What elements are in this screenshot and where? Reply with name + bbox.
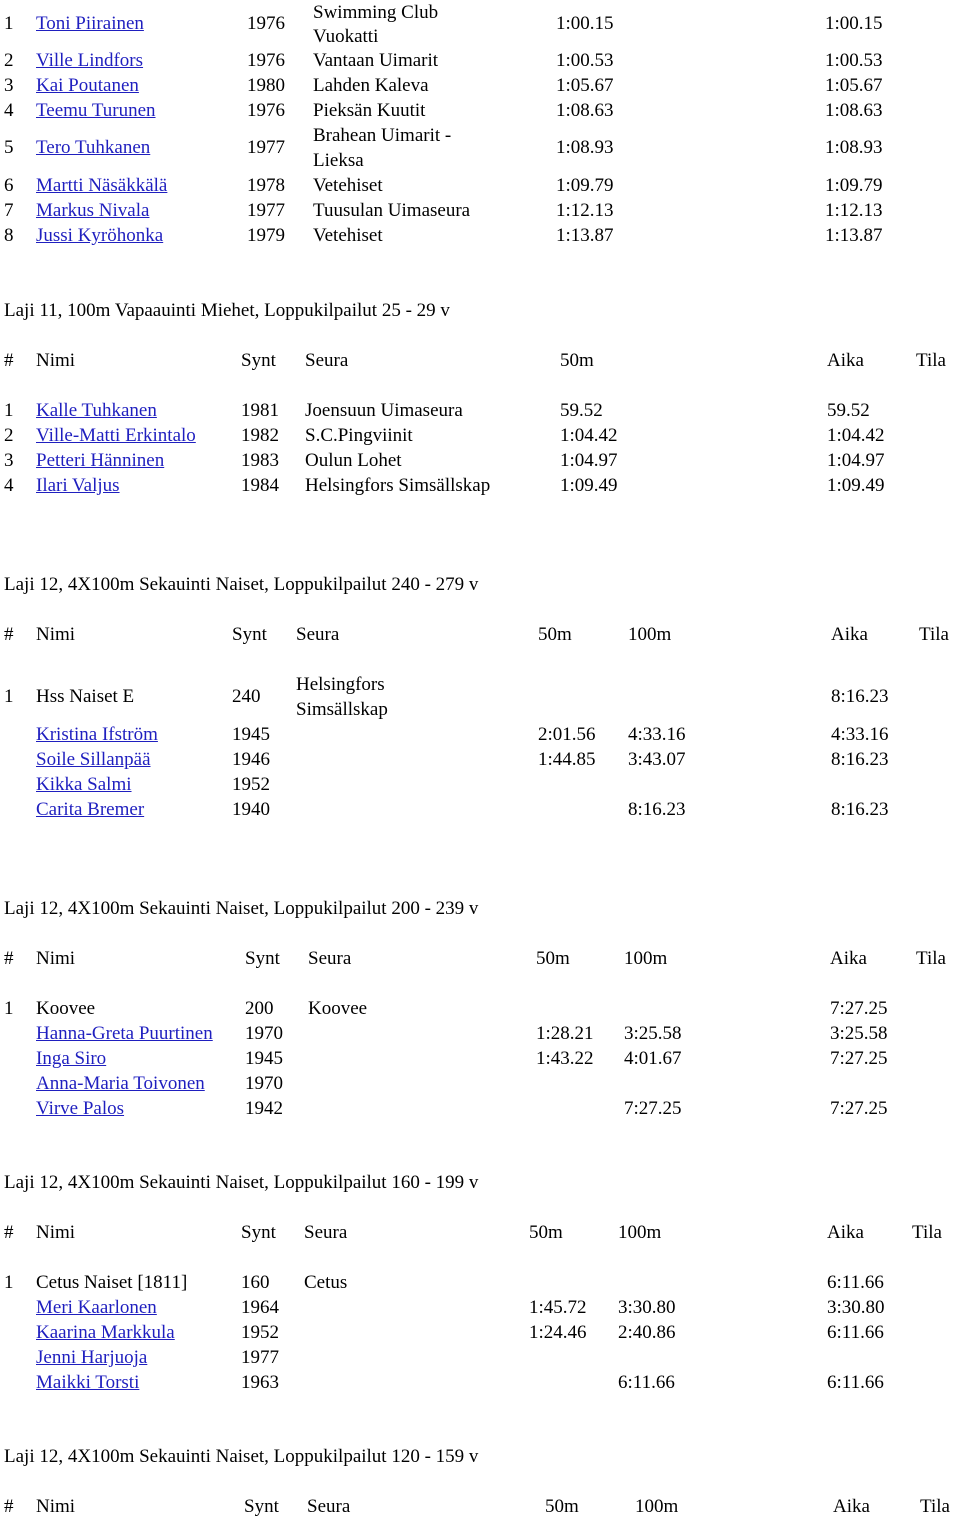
split-100m: 7:27.25 bbox=[624, 1098, 682, 1119]
swimmer-link[interactable]: Jenni Harjuoja bbox=[36, 1347, 148, 1368]
final-time: 1:08.93 bbox=[825, 137, 883, 158]
birth-year: 1952 bbox=[241, 1322, 279, 1343]
rank: 2 bbox=[4, 425, 14, 446]
team-name: Cetus Naiset [1811] bbox=[36, 1272, 188, 1293]
col-header-club: Seura bbox=[308, 948, 352, 969]
birth-year: 1970 bbox=[245, 1073, 283, 1094]
team-age-class: 160 bbox=[241, 1272, 270, 1293]
club: Lahden Kaleva bbox=[313, 75, 429, 96]
final-time: 1:00.15 bbox=[825, 13, 883, 34]
team-time: 8:16.23 bbox=[831, 686, 889, 707]
col-header-time: Aika bbox=[827, 350, 864, 371]
col-header-year: Synt bbox=[244, 1496, 279, 1517]
swimmer-link[interactable]: Markus Nivala bbox=[36, 200, 150, 221]
birth-year: 1978 bbox=[247, 175, 285, 196]
final-time: 8:16.23 bbox=[831, 749, 889, 770]
final-time: 6:11.66 bbox=[827, 1372, 884, 1393]
swimmer-link[interactable]: Meri Kaarlonen bbox=[36, 1297, 157, 1318]
col-header-name: Nimi bbox=[36, 948, 76, 969]
rank: 8 bbox=[4, 225, 14, 246]
rank: 4 bbox=[4, 475, 14, 496]
col-header-rank: # bbox=[4, 1496, 14, 1517]
birth-year: 1984 bbox=[241, 475, 279, 496]
col-header-status: Tila bbox=[920, 1496, 950, 1517]
rank: 1 bbox=[4, 400, 14, 421]
col-header-club: Seura bbox=[304, 1222, 348, 1243]
rank: 3 bbox=[4, 75, 14, 96]
final-time: 1:04.42 bbox=[827, 425, 885, 446]
split-100m: 3:43.07 bbox=[628, 749, 686, 770]
team-age-class: 240 bbox=[232, 686, 261, 707]
final-time: 6:11.66 bbox=[827, 1322, 884, 1343]
rank: 7 bbox=[4, 200, 14, 221]
birth-year: 1976 bbox=[247, 13, 285, 34]
col-header-year: Synt bbox=[241, 350, 276, 371]
col-header-status: Tila bbox=[916, 948, 946, 969]
birth-year: 1964 bbox=[241, 1297, 279, 1318]
final-time: 3:30.80 bbox=[827, 1297, 885, 1318]
col-header-100m: 100m bbox=[628, 624, 672, 645]
club: Pieksän Kuutit bbox=[313, 100, 426, 121]
split-50m: 1:24.46 bbox=[529, 1322, 587, 1343]
col-header-status: Tila bbox=[919, 624, 949, 645]
club: Vantaan Uimarit bbox=[313, 50, 439, 71]
club: Lieksa bbox=[313, 150, 364, 171]
event-title: Laji 12, 4X100m Sekauinti Naiset, Loppukilpailut 120 - 159 v bbox=[4, 1446, 479, 1467]
swimmer-link[interactable]: Toni Piirainen bbox=[36, 13, 144, 34]
rank: 3 bbox=[4, 450, 14, 471]
birth-year: 1976 bbox=[247, 50, 285, 71]
birth-year: 1982 bbox=[241, 425, 279, 446]
col-header-50m: 50m bbox=[545, 1496, 579, 1517]
club: Oulun Lohet bbox=[305, 450, 402, 471]
split-50m: 1:08.63 bbox=[556, 100, 614, 121]
swimmer-link[interactable]: Petteri Hänninen bbox=[36, 450, 165, 471]
swimmer-link[interactable]: Tero Tuhkanen bbox=[36, 137, 151, 158]
swimmer-link[interactable]: Ilari Valjus bbox=[36, 475, 120, 496]
split-100m: 3:25.58 bbox=[624, 1023, 682, 1044]
event-title: Laji 12, 4X100m Sekauinti Naiset, Loppukilpailut 200 - 239 v bbox=[4, 898, 479, 919]
split-100m: 4:01.67 bbox=[624, 1048, 682, 1069]
swimmer-link[interactable]: Teemu Turunen bbox=[36, 100, 156, 121]
col-header-time: Aika bbox=[827, 1222, 864, 1243]
swimmer-link[interactable]: Anna-Maria Toivonen bbox=[36, 1073, 205, 1094]
swimmer-link[interactable]: Kalle Tuhkanen bbox=[36, 400, 157, 421]
split-50m: 59.52 bbox=[560, 400, 603, 421]
col-header-name: Nimi bbox=[36, 1496, 76, 1517]
col-header-name: Nimi bbox=[36, 624, 76, 645]
swimmer-link[interactable]: Carita Bremer bbox=[36, 799, 145, 820]
birth-year: 1979 bbox=[247, 225, 285, 246]
split-50m: 1:43.22 bbox=[536, 1048, 594, 1069]
split-50m: 1:09.79 bbox=[556, 175, 614, 196]
rank: 5 bbox=[4, 137, 14, 158]
col-header-rank: # bbox=[4, 1222, 14, 1243]
col-header-100m: 100m bbox=[618, 1222, 662, 1243]
final-time: 8:16.23 bbox=[831, 799, 889, 820]
swimmer-link[interactable]: Kaarina Markkula bbox=[36, 1322, 175, 1343]
split-50m: 1:04.97 bbox=[560, 450, 618, 471]
swimmer-link[interactable]: Jussi Kyröhonka bbox=[36, 225, 164, 246]
swimmer-link[interactable]: Kristina Ifström bbox=[36, 724, 158, 745]
club: Swimming Club bbox=[313, 2, 439, 23]
split-50m: 1:04.42 bbox=[560, 425, 618, 446]
split-100m: 6:11.66 bbox=[618, 1372, 675, 1393]
swimmer-link[interactable]: Kikka Salmi bbox=[36, 774, 132, 795]
col-header-50m: 50m bbox=[538, 624, 572, 645]
col-header-name: Nimi bbox=[36, 350, 76, 371]
swimmer-link[interactable]: Ville-Matti Erkintalo bbox=[36, 425, 196, 446]
final-time: 1:09.79 bbox=[825, 175, 883, 196]
col-header-time: Aika bbox=[833, 1496, 870, 1517]
team-rank: 1 bbox=[4, 1272, 14, 1293]
col-header-status: Tila bbox=[916, 350, 946, 371]
split-50m: 1:44.85 bbox=[538, 749, 596, 770]
col-header-rank: # bbox=[4, 350, 14, 371]
split-100m: 4:33.16 bbox=[628, 724, 686, 745]
split-50m: 2:01.56 bbox=[538, 724, 596, 745]
event-title: Laji 12, 4X100m Sekauinti Naiset, Loppukilpailut 160 - 199 v bbox=[4, 1172, 479, 1193]
event-title: Laji 11, 100m Vapaauinti Miehet, Loppukilpailut 25 - 29 v bbox=[4, 300, 450, 321]
rank: 2 bbox=[4, 50, 14, 71]
rank: 6 bbox=[4, 175, 14, 196]
final-time: 1:00.53 bbox=[825, 50, 883, 71]
col-header-100m: 100m bbox=[624, 948, 668, 969]
col-header-status: Tila bbox=[912, 1222, 942, 1243]
split-50m: 1:05.67 bbox=[556, 75, 614, 96]
birth-year: 1980 bbox=[247, 75, 285, 96]
col-header-time: Aika bbox=[831, 624, 868, 645]
club: Vetehiset bbox=[313, 175, 383, 196]
col-header-50m: 50m bbox=[536, 948, 570, 969]
split-100m: 8:16.23 bbox=[628, 799, 686, 820]
col-header-100m: 100m bbox=[635, 1496, 679, 1517]
club: S.C.Pingviinit bbox=[305, 425, 413, 446]
birth-year: 1945 bbox=[232, 724, 270, 745]
col-header-club: Seura bbox=[296, 624, 340, 645]
final-time: 1:08.63 bbox=[825, 100, 883, 121]
col-header-rank: # bbox=[4, 624, 14, 645]
col-header-name: Nimi bbox=[36, 1222, 76, 1243]
birth-year: 1946 bbox=[232, 749, 270, 770]
swimmer-link[interactable]: Kai Poutanen bbox=[36, 75, 139, 96]
split-100m: 3:30.80 bbox=[618, 1297, 676, 1318]
club: Vetehiset bbox=[313, 225, 383, 246]
team-rank: 1 bbox=[4, 686, 14, 707]
swimmer-link[interactable]: Martti Näsäkkälä bbox=[36, 175, 168, 196]
final-time: 1:09.49 bbox=[827, 475, 885, 496]
col-header-club: Seura bbox=[305, 350, 349, 371]
final-time: 7:27.25 bbox=[830, 1098, 888, 1119]
final-time: 59.52 bbox=[827, 400, 870, 421]
team-rank: 1 bbox=[4, 998, 14, 1019]
swimmer-link[interactable]: Ville Lindfors bbox=[36, 50, 144, 71]
birth-year: 1952 bbox=[232, 774, 270, 795]
col-header-50m: 50m bbox=[560, 350, 594, 371]
birth-year: 1983 bbox=[241, 450, 279, 471]
team-age-class: 200 bbox=[245, 998, 274, 1019]
birth-year: 1977 bbox=[247, 200, 285, 221]
final-time: 1:05.67 bbox=[825, 75, 883, 96]
event-title: Laji 12, 4X100m Sekauinti Naiset, Loppukilpailut 240 - 279 v bbox=[4, 574, 479, 595]
final-time: 1:13.87 bbox=[825, 225, 883, 246]
col-header-year: Synt bbox=[232, 624, 267, 645]
birth-year: 1976 bbox=[247, 100, 285, 121]
col-header-club: Seura bbox=[307, 1496, 351, 1517]
split-50m: 1:00.15 bbox=[556, 13, 614, 34]
swimmer-link[interactable]: Inga Siro bbox=[36, 1048, 107, 1069]
rank: 1 bbox=[4, 13, 14, 34]
team-club: Helsingfors bbox=[296, 674, 385, 695]
team-name: Koovee bbox=[36, 998, 96, 1019]
split-50m: 1:09.49 bbox=[560, 475, 618, 496]
club: Brahean Uimarit - bbox=[313, 125, 452, 146]
col-header-rank: # bbox=[4, 948, 14, 969]
split-50m: 1:28.21 bbox=[536, 1023, 594, 1044]
birth-year: 1977 bbox=[247, 137, 285, 158]
club: Tuusulan Uimaseura bbox=[313, 200, 471, 221]
birth-year: 1963 bbox=[241, 1372, 279, 1393]
final-time: 7:27.25 bbox=[830, 1048, 888, 1069]
birth-year: 1940 bbox=[232, 799, 270, 820]
team-club: Cetus bbox=[304, 1272, 348, 1293]
col-header-time: Aika bbox=[830, 948, 867, 969]
team-club: Koovee bbox=[308, 998, 368, 1019]
split-50m: 1:45.72 bbox=[529, 1297, 587, 1318]
swimmer-link[interactable]: Virve Palos bbox=[36, 1098, 125, 1119]
birth-year: 1981 bbox=[241, 400, 279, 421]
final-time: 4:33.16 bbox=[831, 724, 889, 745]
rank: 4 bbox=[4, 100, 14, 121]
split-50m: 1:00.53 bbox=[556, 50, 614, 71]
swimmer-link[interactable]: Hanna-Greta Puurtinen bbox=[36, 1023, 213, 1044]
birth-year: 1942 bbox=[245, 1098, 283, 1119]
birth-year: 1970 bbox=[245, 1023, 283, 1044]
swimmer-link[interactable]: Maikki Torsti bbox=[36, 1372, 140, 1393]
club: Helsingfors Simsällskap bbox=[305, 475, 491, 496]
col-header-50m: 50m bbox=[529, 1222, 563, 1243]
team-time: 6:11.66 bbox=[827, 1272, 884, 1293]
col-header-year: Synt bbox=[241, 1222, 276, 1243]
final-time: 3:25.58 bbox=[830, 1023, 888, 1044]
team-name: Hss Naiset E bbox=[36, 686, 135, 707]
birth-year: 1945 bbox=[245, 1048, 283, 1069]
split-50m: 1:12.13 bbox=[556, 200, 614, 221]
team-time: 7:27.25 bbox=[830, 998, 888, 1019]
final-time: 1:12.13 bbox=[825, 200, 883, 221]
club: Joensuun Uimaseura bbox=[305, 400, 463, 421]
swimmer-link[interactable]: Soile Sillanpää bbox=[36, 749, 151, 770]
final-time: 1:04.97 bbox=[827, 450, 885, 471]
club: Vuokatti bbox=[313, 26, 379, 47]
split-100m: 2:40.86 bbox=[618, 1322, 676, 1343]
birth-year: 1977 bbox=[241, 1347, 279, 1368]
col-header-year: Synt bbox=[245, 948, 280, 969]
split-50m: 1:08.93 bbox=[556, 137, 614, 158]
split-50m: 1:13.87 bbox=[556, 225, 614, 246]
team-club: Simsällskap bbox=[296, 699, 388, 720]
